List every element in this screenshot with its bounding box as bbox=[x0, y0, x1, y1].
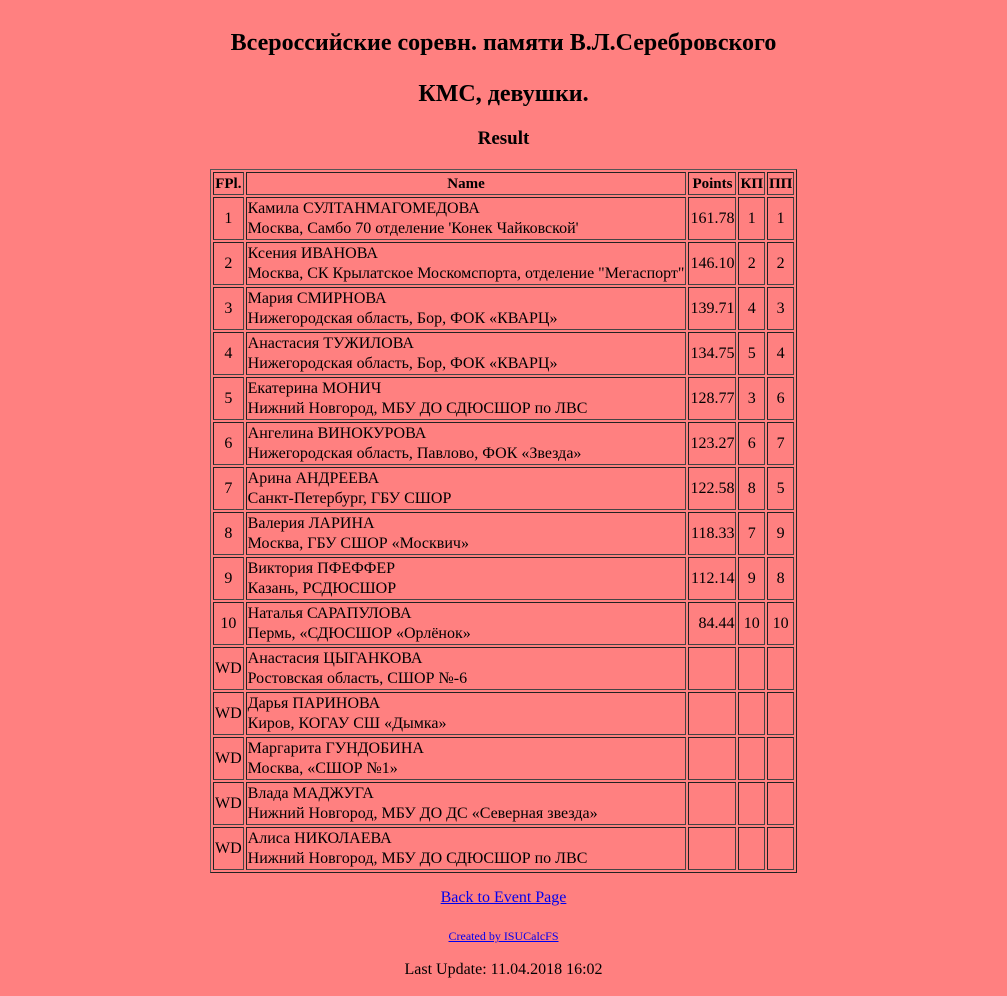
place-cell: 9 bbox=[213, 557, 244, 600]
place-cell: WD bbox=[213, 827, 244, 870]
skater-club: Киров, КОГАУ СШ «Дымка» bbox=[247, 714, 447, 732]
kp-cell: 10 bbox=[738, 602, 765, 645]
name-cell bbox=[246, 512, 687, 555]
skater-club: Москва, ГБУ СШОР «Москвич» bbox=[247, 534, 469, 552]
pp-cell: 8 bbox=[767, 557, 794, 600]
points-cell: 118.33 bbox=[688, 512, 736, 555]
pp-cell bbox=[767, 737, 794, 780]
kp-cell: 6 bbox=[738, 422, 765, 465]
kp-cell bbox=[738, 737, 765, 780]
skater-name: Камила СУЛТАНМАГОМЕДОВА bbox=[247, 199, 480, 217]
column-header-kp: КП bbox=[738, 172, 765, 195]
skater-name: Ксения ИВАНОВА bbox=[247, 244, 378, 262]
last-update-text: Last Update: 11.04.2018 16:02 bbox=[404, 961, 603, 978]
pp-cell: 2 bbox=[767, 242, 794, 285]
name-cell bbox=[246, 782, 687, 825]
name-cell bbox=[246, 242, 687, 285]
points-cell bbox=[688, 737, 736, 780]
place-cell: 7 bbox=[213, 467, 244, 510]
points-cell bbox=[688, 647, 736, 690]
points-cell: 122.58 bbox=[688, 467, 736, 510]
skater-name: Анастасия ЦЫГАНКОВА bbox=[247, 649, 423, 667]
name-cell bbox=[246, 332, 687, 375]
name-cell bbox=[246, 737, 687, 780]
pp-cell: 7 bbox=[767, 422, 794, 465]
skater-club: Нижний Новгород, МБУ ДО ДС «Северная звезда» bbox=[247, 804, 598, 822]
skater-club: Казань, РСДЮСШОР bbox=[247, 579, 397, 597]
pp-cell: 4 bbox=[767, 332, 794, 375]
back-to-event-link[interactable]: Back to Event Page bbox=[440, 889, 567, 906]
skater-club: Ростовская область, СШОР №-6 bbox=[247, 669, 468, 687]
pp-cell: 6 bbox=[767, 377, 794, 420]
points-cell: 84.44 bbox=[688, 602, 736, 645]
skater-name: Маргарита ГУНДОБИНА bbox=[247, 739, 424, 757]
created-by-link[interactable]: Created by ISUCalcFS bbox=[448, 929, 559, 943]
name-cell bbox=[246, 422, 687, 465]
pp-cell: 10 bbox=[767, 602, 794, 645]
skater-club: Пермь, «СДЮСШОР «Орлёнок» bbox=[247, 624, 471, 642]
table-row bbox=[213, 512, 794, 555]
skater-club: Нижний Новгород, МБУ ДО СДЮСШОР по ЛВС bbox=[247, 399, 588, 417]
skater-name: Екатерина МОНИЧ bbox=[247, 379, 382, 397]
table-row bbox=[213, 377, 794, 420]
pp-cell: 1 bbox=[767, 197, 794, 240]
place-cell: 10 bbox=[213, 602, 244, 645]
place-cell: 8 bbox=[213, 512, 244, 555]
points-cell: 134.75 bbox=[688, 332, 736, 375]
table-row bbox=[213, 647, 794, 690]
column-header-pp: ПП bbox=[767, 172, 794, 195]
table-row bbox=[213, 422, 794, 465]
table-row bbox=[213, 602, 794, 645]
points-cell bbox=[688, 827, 736, 870]
points-cell: 128.77 bbox=[688, 377, 736, 420]
skater-name: Ангелина ВИНОКУРОВА bbox=[247, 424, 427, 442]
table-row bbox=[213, 197, 794, 240]
kp-cell: 7 bbox=[738, 512, 765, 555]
table-row bbox=[213, 242, 794, 285]
table-row bbox=[213, 287, 794, 330]
skater-club: Нижегородская область, Бор, ФОК «КВАРЦ» bbox=[247, 309, 558, 327]
pp-cell: 3 bbox=[767, 287, 794, 330]
name-cell bbox=[246, 197, 687, 240]
name-cell bbox=[246, 557, 687, 600]
points-cell bbox=[688, 692, 736, 735]
table-row bbox=[213, 737, 794, 780]
skater-club: Санкт-Петербург, ГБУ СШОР bbox=[247, 489, 452, 507]
place-cell: 3 bbox=[213, 287, 244, 330]
name-cell bbox=[246, 467, 687, 510]
table-header-row bbox=[213, 172, 794, 195]
results-table bbox=[210, 169, 797, 873]
skater-name: Арина АНДРЕЕВА bbox=[247, 469, 380, 487]
column-header-name: Name bbox=[246, 172, 687, 195]
points-cell bbox=[688, 782, 736, 825]
pp-cell: 5 bbox=[767, 467, 794, 510]
table-row bbox=[213, 692, 794, 735]
place-cell: WD bbox=[213, 782, 244, 825]
skater-club: Нижегородская область, Павлово, ФОК «Звезда» bbox=[247, 444, 582, 462]
pp-cell: 9 bbox=[767, 512, 794, 555]
place-cell: 2 bbox=[213, 242, 244, 285]
skater-name: Алиса НИКОЛАЕВА bbox=[247, 829, 392, 847]
skater-club: Москва, СК Крылатское Москомспорта, отделение "Мегаспорт" bbox=[247, 264, 685, 282]
skater-club: Москва, «СШОР №1» bbox=[247, 759, 398, 777]
kp-cell bbox=[738, 647, 765, 690]
kp-cell: 4 bbox=[738, 287, 765, 330]
pp-cell bbox=[767, 692, 794, 735]
table-row bbox=[213, 332, 794, 375]
name-cell bbox=[246, 647, 687, 690]
name-cell bbox=[246, 602, 687, 645]
place-cell: 5 bbox=[213, 377, 244, 420]
kp-cell: 3 bbox=[738, 377, 765, 420]
points-cell: 112.14 bbox=[688, 557, 736, 600]
created-by-container bbox=[0, 929, 1007, 944]
skater-club: Нижний Новгород, МБУ ДО СДЮСШОР по ЛВС bbox=[247, 849, 588, 867]
table-row bbox=[213, 467, 794, 510]
pp-cell bbox=[767, 782, 794, 825]
skater-name: Влада МАДЖУГА bbox=[247, 784, 374, 802]
place-cell: WD bbox=[213, 647, 244, 690]
event-title: Всероссийские соревн. памяти В.Л.Серебровского bbox=[230, 30, 777, 56]
skater-name: Валерия ЛАРИНА bbox=[247, 514, 375, 532]
skater-club: Москва, Самбо 70 отделение 'Конек Чайковской' bbox=[247, 219, 579, 237]
skater-name: Анастасия ТУЖИЛОВА bbox=[247, 334, 414, 352]
place-cell: 4 bbox=[213, 332, 244, 375]
column-header-points: Points bbox=[688, 172, 736, 195]
place-cell: 1 bbox=[213, 197, 244, 240]
kp-cell bbox=[738, 827, 765, 870]
category-title: КМС, девушки. bbox=[418, 81, 589, 107]
points-cell: 146.10 bbox=[688, 242, 736, 285]
table-row bbox=[213, 557, 794, 600]
pp-cell bbox=[767, 827, 794, 870]
skater-name: Мария СМИРНОВА bbox=[247, 289, 387, 307]
points-cell: 123.27 bbox=[688, 422, 736, 465]
pp-cell bbox=[767, 647, 794, 690]
skater-club: Нижегородская область, Бор, ФОК «КВАРЦ» bbox=[247, 354, 558, 372]
points-cell: 139.71 bbox=[688, 287, 736, 330]
back-link-container bbox=[0, 889, 1007, 907]
place-cell: 6 bbox=[213, 422, 244, 465]
name-cell bbox=[246, 377, 687, 420]
points-cell: 161.78 bbox=[688, 197, 736, 240]
kp-cell bbox=[738, 782, 765, 825]
kp-cell: 9 bbox=[738, 557, 765, 600]
place-cell: WD bbox=[213, 737, 244, 780]
column-header-place: FPl. bbox=[213, 172, 244, 195]
name-cell bbox=[246, 287, 687, 330]
skater-name: Виктория ПФЕФФЕР bbox=[247, 559, 396, 577]
kp-cell: 8 bbox=[738, 467, 765, 510]
kp-cell: 5 bbox=[738, 332, 765, 375]
name-cell bbox=[246, 692, 687, 735]
name-cell bbox=[246, 827, 687, 870]
kp-cell: 1 bbox=[738, 197, 765, 240]
section-title: Result bbox=[477, 128, 530, 149]
table-row bbox=[213, 827, 794, 870]
kp-cell: 2 bbox=[738, 242, 765, 285]
skater-name: Дарья ПАРИНОВА bbox=[247, 694, 381, 712]
table-row bbox=[213, 782, 794, 825]
kp-cell bbox=[738, 692, 765, 735]
place-cell: WD bbox=[213, 692, 244, 735]
skater-name: Наталья САРАПУЛОВА bbox=[247, 604, 412, 622]
